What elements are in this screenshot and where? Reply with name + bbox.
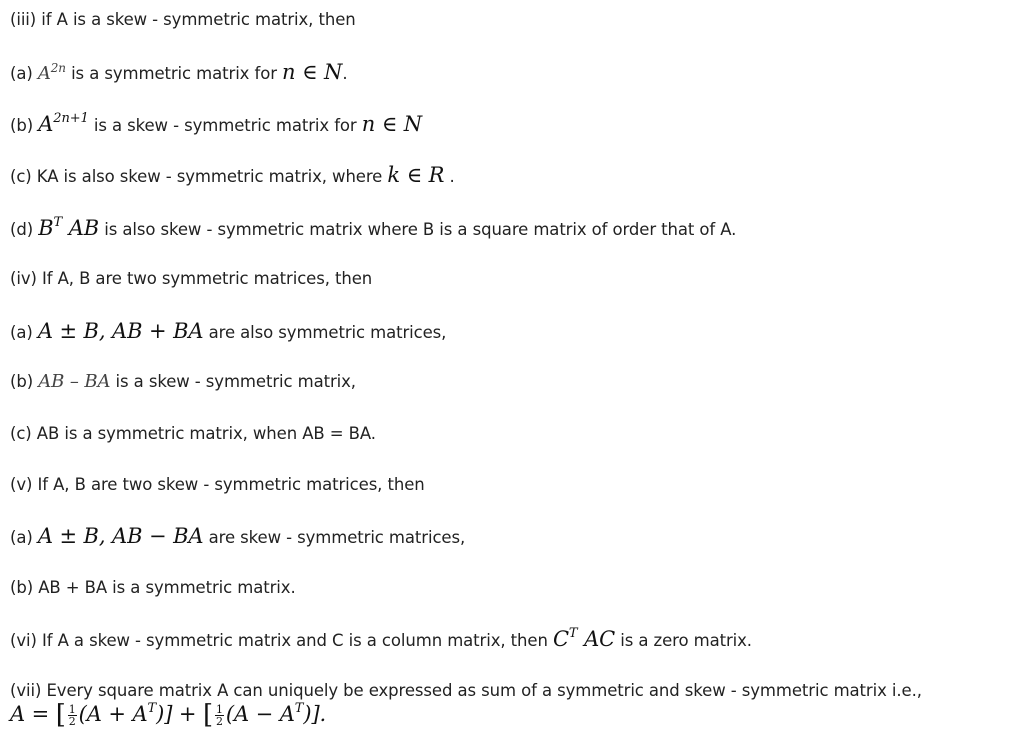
decomposition-formula: [10, 700, 327, 730]
text-line-v: [10, 474, 425, 496]
line-text: (c) AB is a symmetric matrix, when AB = BA.: [10, 424, 376, 443]
item-label: (d): [10, 220, 39, 239]
text-line-iii-a: [10, 61, 347, 85]
line-text: are also symmetric matrices,: [203, 323, 447, 342]
line-text: is a zero matrix.: [615, 631, 752, 650]
item-label: (a): [10, 528, 38, 547]
math-expression: A = [ $\frac{1}{2}$ $(A + A^T)$] + [ $\frac{1}{2}$ $(A - A^T)$].: [10, 700, 327, 730]
line-text: is a skew - symmetric matrix,: [110, 372, 356, 391]
math-expression: AB – BA: [38, 371, 111, 392]
math-expression: A ± B, AB − BA: [37, 524, 204, 548]
math-expression: $A^{2n+1}$: [38, 111, 89, 136]
text-line-iv-a: [10, 320, 446, 344]
line-text: (iv) If A, B are two symmetric matrices, then: [10, 269, 373, 288]
item-label: (a): [10, 323, 38, 342]
text-line-iii-d: [10, 217, 736, 241]
math-expression: n ∈ N: [361, 112, 423, 136]
text-line-vi: [10, 628, 752, 652]
text-line-v-a: [10, 525, 465, 549]
text-line-iv-c: [10, 423, 376, 445]
math-expression: A ± B, AB + BA: [37, 319, 204, 343]
math-expression: n ∈ N: [282, 60, 343, 84]
item-label: (b): [10, 116, 39, 135]
line-text: is a symmetric matrix for: [65, 64, 283, 83]
math-expression: $C^T$ AC: [552, 626, 616, 651]
line-text: (vii) Every square matrix A can uniquely be expressed as sum of a symmetric and skew - symmetric matrix i.e.,: [10, 681, 922, 700]
math-expression: $B^T$ AB: [38, 215, 100, 240]
line-text: (v) If A, B are two skew - symmetric matrices, then: [10, 475, 425, 494]
line-text: (b) AB + BA is a symmetric matrix.: [10, 578, 296, 597]
line-text: (vi) If A a skew - symmetric matrix and C is a column matrix, then: [10, 631, 553, 650]
text-line-vii: [10, 680, 922, 702]
line-text: are skew - symmetric matrices,: [203, 528, 466, 547]
half-fraction: $\frac{1}{2}$: [216, 703, 223, 728]
text-line-iv-b: [10, 371, 356, 393]
text-line-iii-b: [10, 113, 422, 137]
line-text: (iii) if A is a skew - symmetric matrix, then: [10, 10, 356, 29]
text-line-v-b: [10, 577, 296, 599]
half-fraction: $\frac{1}{2}$: [68, 703, 76, 728]
math-expression: $A^{2n}$: [37, 61, 66, 84]
text-line-iii: [10, 9, 356, 31]
line-text: is also skew - symmetric matrix where B is a square matrix of order that of A.: [99, 220, 737, 239]
line-text: is a skew - symmetric matrix for: [88, 116, 362, 135]
math-expression: k ∈ R: [387, 163, 445, 187]
item-label: (a): [10, 64, 38, 83]
item-label: (b): [10, 372, 39, 391]
punctuation: .: [342, 64, 348, 83]
text-line-iii-c: [10, 164, 455, 188]
line-text: (c) KA is also skew - symmetric matrix, where: [10, 167, 388, 186]
text-line-iv: [10, 268, 372, 290]
punctuation: .: [444, 167, 455, 186]
